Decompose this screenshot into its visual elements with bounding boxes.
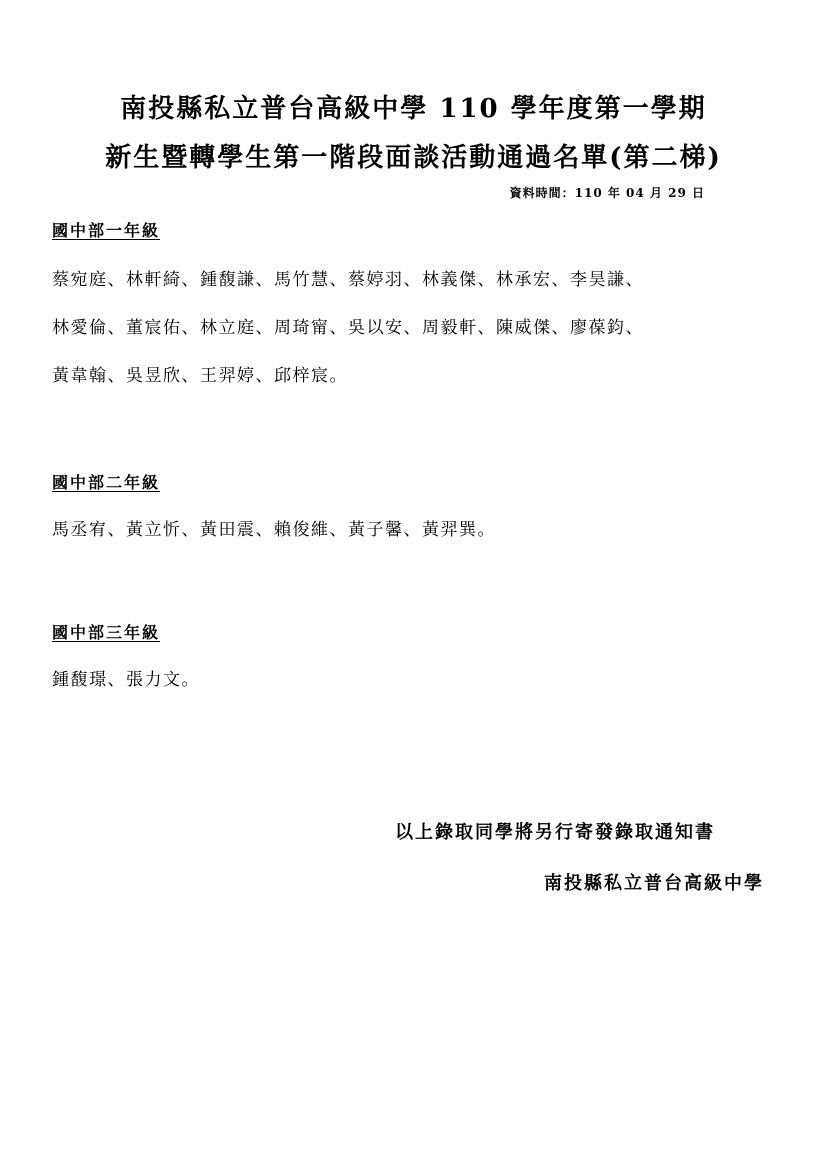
section-heading-grade-7: 國中部一年級 (52, 221, 161, 240)
section-heading-grade-8: 國中部二年級 (52, 473, 161, 492)
name-list-grade-7: 蔡宛庭、林軒綺、鍾馥謙、馬竹慧、蔡婷羽、林義傑、林承宏、李昊謙、 林愛倫、董宸佑、林立庭、周琦甯、吳以安、周毅軒、陳威傑、廖葆鈞、 黃韋翰、吳昱欣、王羿婷、邱梓宸。 (52, 270, 644, 386)
section-heading-grade-9: 國中部三年級 (52, 623, 161, 642)
name-list-grade-9: 鍾馥璟、張力文。 (52, 670, 200, 690)
school-signature: 南投縣私立普台高級中學 (544, 873, 764, 894)
document-title-line-2: 新生暨轉學生第一階段面談活動通過名單(第二梯) (105, 143, 722, 173)
data-date: 資料時間：110 年 04 月 29 日 (509, 186, 705, 200)
document-title-line-1: 南投縣私立普台高級中學 110 學年度第一學期 (120, 94, 707, 124)
name-list-grade-8: 馬丞宥、黃立忻、黃田震、賴俊維、黃子馨、黃羿巽。 (52, 520, 496, 540)
admission-notice: 以上錄取同學將另行寄發錄取通知書 (395, 822, 715, 843)
